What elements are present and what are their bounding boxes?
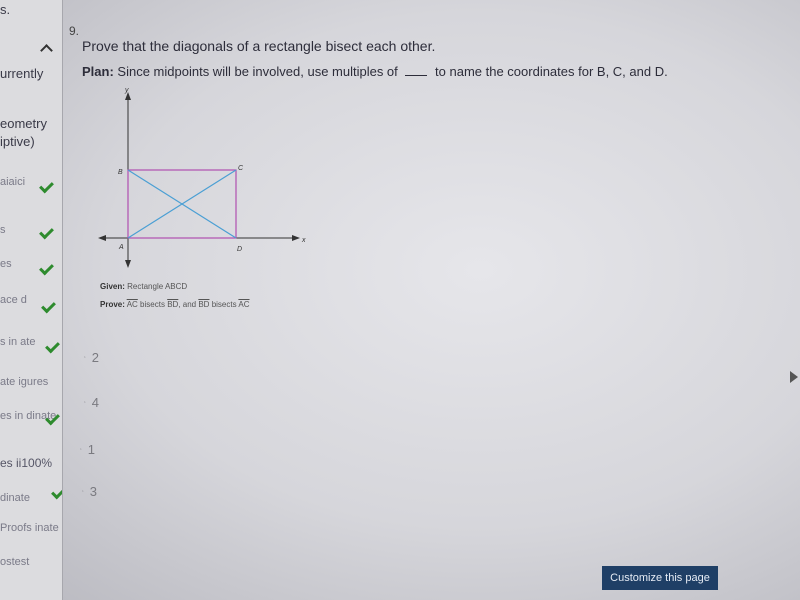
answer-choice-1[interactable]: [84, 350, 99, 365]
customize-page-button[interactable]: Customize this page: [602, 566, 718, 590]
point-d-label: D: [237, 246, 243, 253]
prove-label: Prove:: [100, 300, 125, 309]
choice-value: 1: [87, 442, 96, 457]
course-subtitle: iptive): [0, 134, 35, 149]
prove-text-1: bisects: [140, 300, 165, 309]
point-c-label: C: [238, 165, 244, 172]
checkmark-icon: [39, 261, 54, 276]
given-statement: [100, 282, 187, 291]
point-b-label: B: [118, 169, 123, 176]
answer-choice-2[interactable]: [84, 395, 99, 410]
answer-choice-3[interactable]: [80, 442, 95, 457]
radio-icon: ‘: [80, 447, 82, 456]
plan-text-after: to name the coordinates for B, C, and D.: [435, 64, 668, 79]
x-axis-arrow-left: [98, 235, 106, 241]
course-title: eometry: [0, 116, 47, 131]
checkmark-icon: [41, 299, 56, 314]
answer-choice-4[interactable]: [82, 484, 97, 499]
sidebar-item-4[interactable]: ace d: [0, 294, 27, 306]
mouse-cursor-icon: [790, 371, 798, 383]
checkmark-icon: [39, 179, 54, 194]
sidebar-item-10[interactable]: Proofs inate: [0, 522, 59, 534]
collapse-chevron-icon[interactable]: [40, 44, 53, 57]
prove-statement: [100, 300, 250, 309]
choice-value: 2: [91, 350, 100, 365]
checkmark-icon: [45, 339, 60, 354]
plan-line: [82, 64, 668, 79]
sidebar-item-7[interactable]: es in dinate: [0, 410, 57, 422]
choice-value: 4: [91, 395, 100, 410]
radio-icon: ‘: [84, 355, 86, 364]
given-label: Given:: [100, 282, 125, 291]
rectangle-diagram: [96, 86, 316, 276]
question-panel: [62, 0, 800, 600]
y-axis-arrow-down: [125, 260, 131, 268]
radio-icon: ‘: [82, 489, 84, 498]
segment-ac: $\overline{AC}$: [126, 300, 138, 309]
y-axis-label: y: [125, 87, 129, 94]
plan-text-before: Since midpoints will be involved, use multiples of: [117, 64, 398, 79]
choice-value: 3: [89, 484, 98, 499]
answer-blank: [405, 75, 427, 76]
prove-text-3: bisects: [211, 300, 237, 309]
prove-text-2: , and: [178, 300, 197, 309]
currently-label: urrently: [0, 66, 44, 81]
sidebar-item-6[interactable]: ate igures: [0, 376, 49, 388]
checkmark-icon: [39, 225, 54, 240]
sidebar-top-label: s.: [0, 2, 11, 17]
sidebar-item-2[interactable]: s: [0, 224, 6, 236]
radio-icon: ‘: [84, 400, 86, 409]
plan-label: Plan:: [82, 64, 114, 79]
segment-bd: $\overline{BD}$: [167, 300, 179, 309]
sidebar-item-1[interactable]: aiaici: [0, 176, 26, 188]
question-number: 9.: [69, 24, 80, 38]
point-a-label: A: [119, 244, 124, 251]
lesson-sidebar: [0, 0, 63, 600]
question-title: Prove that the diagonals of a rectangle bisect each other.: [82, 38, 436, 54]
sidebar-item-9[interactable]: dinate: [0, 492, 30, 504]
sidebar-item-3[interactable]: es: [0, 258, 12, 270]
sidebar-item-11[interactable]: ostest: [0, 556, 30, 568]
sidebar-item-8[interactable]: es ii100%: [0, 456, 53, 470]
segment-bd-2: $\overline{BD}$: [198, 300, 210, 309]
sidebar-item-5[interactable]: s in ate: [0, 336, 36, 348]
x-axis-arrow-right: [292, 235, 300, 241]
given-text: Rectangle ABCD: [127, 282, 188, 291]
x-axis-label: x: [302, 237, 306, 244]
segment-ac-2: $\overline{AC}$: [238, 300, 250, 309]
